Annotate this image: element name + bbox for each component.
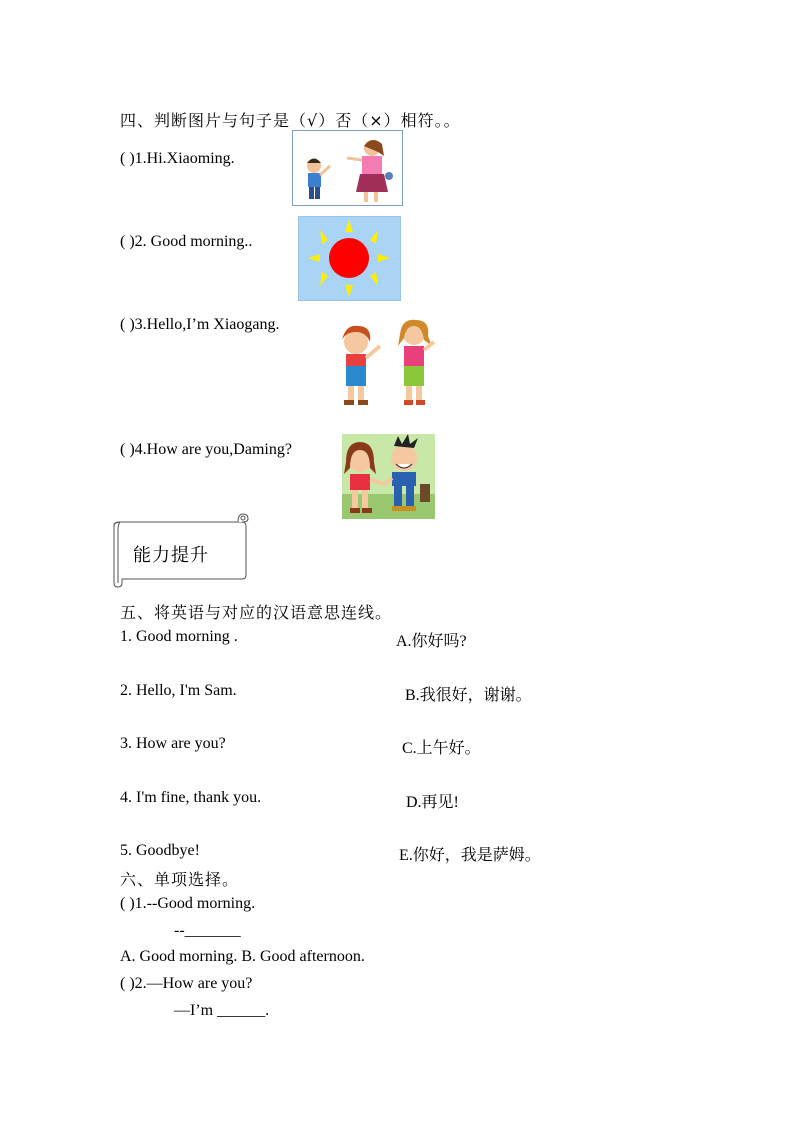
section-5-title: 五、将英语与对应的汉语意思连线。 — [120, 603, 393, 622]
match-right-b: B.我很好，谢谢。 — [405, 687, 532, 704]
match-left-2: 2. Hello, I'm Sam. — [120, 682, 237, 699]
question-4-4: ( )4.How are you,Daming? — [120, 441, 292, 458]
choice-question-1: ( )1.--Good morning. — [120, 895, 256, 912]
banner-label: 能力提升 — [133, 545, 209, 566]
match-left-3: 3. How are you? — [120, 735, 226, 752]
section-6-title: 六、单项选择。 — [120, 870, 240, 889]
choice-options-1: A. Good morning. B. Good afternoon. — [120, 948, 365, 965]
question-4-1: ( )1.Hi.Xiaoming. — [120, 150, 235, 167]
choice-answer-1: --_______ — [174, 922, 241, 939]
handshake-picture — [342, 434, 435, 519]
match-left-5: 5. Goodbye! — [120, 842, 200, 859]
match-right-c: C.上午好。 — [402, 740, 481, 757]
choice-answer-2: —I’m ______. — [174, 1002, 270, 1019]
question-4-2: ( )2. Good morning.. — [120, 233, 253, 250]
match-right-e: E.你好，我是萨姆。 — [399, 847, 541, 864]
greeting-picture — [292, 130, 403, 206]
choice-question-2: ( )2.—How are you? — [120, 975, 253, 992]
match-right-a: A.你好吗? — [396, 633, 467, 650]
question-4-3: ( )3.Hello,I’m Xiaogang. — [120, 316, 280, 333]
match-left-1: 1. Good morning . — [120, 628, 238, 645]
section-4-title: 四、判断图片与句子是（√）否（×）相符。。 — [120, 111, 461, 130]
kids-waving-picture — [334, 316, 442, 412]
match-left-4: 4. I'm fine, thank you. — [120, 789, 262, 806]
match-right-d: D.再见! — [406, 794, 459, 811]
sun-picture — [298, 216, 401, 301]
